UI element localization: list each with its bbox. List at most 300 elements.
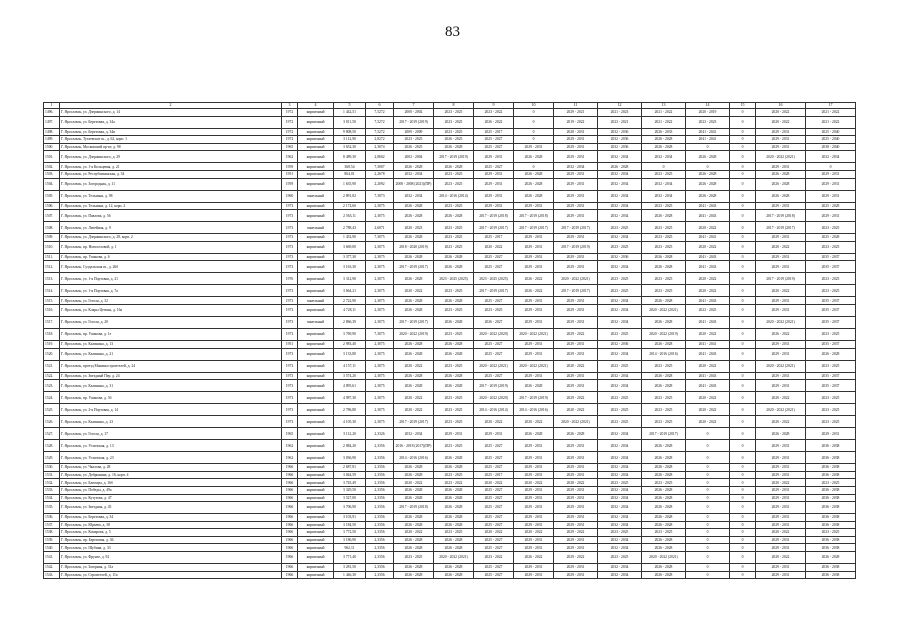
table-cell: 2029 - 2031 — [756, 564, 806, 572]
table-cell: 0 — [730, 392, 756, 404]
table-cell: 2026 - 2028 — [434, 372, 474, 380]
address-cell: Г. Ярославль, ул. Шубина, д. 33 — [60, 544, 282, 552]
table-row — [44, 304, 856, 316]
table-cell: 1973 — [282, 210, 298, 222]
table-cell: 1962 — [282, 151, 298, 163]
table-row — [44, 564, 856, 572]
table-cell: 3 527,00 — [334, 494, 366, 502]
table-cell: 0 — [730, 285, 756, 297]
table-row — [44, 128, 856, 136]
table-cell: 2032 - 2036 — [598, 340, 642, 348]
table-cell: кирпичный — [298, 428, 334, 440]
table-cell: 2020 - 2022 — [756, 529, 806, 537]
header-cell: 7 — [394, 103, 434, 109]
address-cell: Г. Ярославль, ул. Дзержинского, д. 14 — [60, 109, 282, 117]
table-cell: 2026 - 2028 — [514, 380, 554, 392]
table-cell: 1537. — [44, 521, 60, 529]
table-cell: 2029 - 2031 — [756, 514, 806, 522]
table-cell: 2,3356 — [366, 479, 394, 487]
table-cell: 0 — [686, 464, 730, 472]
table-cell: 2028 - 2031 — [554, 128, 598, 136]
table-cell: кирпичный — [298, 273, 334, 285]
table-cell: 2020 - 2022 — [514, 416, 554, 428]
table-cell: 2,3075 — [366, 404, 394, 416]
table-cell: 0 — [730, 486, 756, 494]
table-cell: 2029 - 2031 — [514, 536, 554, 544]
header-cell: 3 — [282, 103, 298, 109]
table-cell: 1496. — [44, 109, 60, 117]
address-cell: Г. Ярославль, ул. Калинина, д. 31 — [60, 380, 282, 392]
table-cell: 3 011,50 — [334, 116, 366, 128]
table-cell: 2 563,11 — [334, 210, 366, 222]
table-cell: 2029 - 2031 — [554, 151, 598, 163]
table-cell: 2,3075 — [366, 392, 394, 404]
table-row — [44, 502, 856, 514]
table-cell: 2020 - 2022 — [394, 529, 434, 537]
table-cell: 2017 - 2019 (2017) — [554, 285, 598, 297]
address-cell: Г. Ярославль, ул. Дзержинского, д. 29 — [60, 151, 282, 163]
table-cell: 2000 - 2002 — [394, 109, 434, 117]
table-cell: 2020 - 2022 (2021) — [756, 151, 806, 163]
table-cell: 1517. — [44, 316, 60, 328]
table-cell: 2029 - 2022 — [554, 328, 598, 340]
table-cell: 2026 - 2028 — [642, 136, 686, 144]
table-cell: 2029 - 2031 — [554, 253, 598, 261]
table-cell: 2 891,82 — [334, 190, 366, 202]
table-cell: 2026 - 2028 — [394, 564, 434, 572]
table-cell: 1521. — [44, 360, 60, 372]
table-cell: 2026 - 2028 — [642, 261, 686, 273]
table-cell: 0 — [686, 452, 730, 464]
table-cell: 2,8272 — [366, 136, 394, 144]
address-cell: Г. Ярославль, ул. 1-я Портовая, д. 21 — [60, 273, 282, 285]
table-cell: 1972 — [282, 136, 298, 144]
table-cell: 2026 - 2028 — [434, 348, 474, 360]
table-cell: 2026 - 2028 — [434, 486, 474, 494]
table-cell: 2023 - 2025 — [642, 170, 686, 178]
table-cell: 2026 - 2028 — [642, 143, 686, 151]
table-cell: 2 786,80 — [334, 404, 366, 416]
table-cell: 2029 - 2031 — [474, 428, 514, 440]
table-cell: 2023 - 2025 — [598, 552, 642, 564]
table-cell: 2036 - 2038 — [806, 464, 856, 472]
table-cell: 2026 - 2028 — [598, 163, 642, 171]
table-cell: 2,3075 — [366, 340, 394, 348]
table-cell: 1973 — [282, 253, 298, 261]
table-cell: 2,3075 — [366, 380, 394, 392]
table-cell: 2017 - 2019 (2019) — [514, 392, 554, 404]
table-cell: 2020 - 2022 — [474, 416, 514, 428]
table-cell: 2029 - 2031 — [756, 521, 806, 529]
table-cell: 2026 - 2028 — [434, 502, 474, 514]
table-cell: 2,2092 — [366, 178, 394, 190]
table-cell: 7,5272 — [366, 116, 394, 128]
table-cell: 1966 — [282, 571, 298, 579]
table-cell: 3 184,50 — [334, 521, 366, 529]
table-cell: панельный — [298, 190, 334, 202]
table-cell: 2032 - 2034 — [598, 452, 642, 464]
address-cell: Г. Ярославль, ул. Литейная, д. 9 — [60, 222, 282, 234]
table-cell: 0 — [730, 109, 756, 117]
table-cell: 2020 - 2022 (2021) — [474, 360, 514, 372]
table-cell: 0 — [730, 170, 756, 178]
table-cell: 2029 - 2031 — [756, 486, 806, 494]
table-cell: 2023 - 2025 — [598, 285, 642, 297]
address-cell: Г. Ярославль, Московский пр-кт, д. 98 — [60, 143, 282, 151]
table-cell: 2036 - 2038 — [806, 494, 856, 502]
table-cell: 2032 - 2034 — [394, 170, 434, 178]
table-cell: 2029 - 2031 — [514, 440, 554, 452]
address-cell: Г. Ярославль, ул. Калинина, д. 23 — [60, 416, 282, 428]
table-cell: 2029 - 2031 — [756, 502, 806, 514]
table-cell: 1966 — [282, 494, 298, 502]
table-cell: 2026 - 2028 — [756, 170, 806, 178]
table-cell: 3 133,80 — [334, 348, 366, 360]
table-cell: 2 687,81 — [334, 464, 366, 472]
table-cell: 2032 - 2034 — [598, 471, 642, 479]
table-cell: 1951 — [282, 170, 298, 178]
table-row — [44, 210, 856, 222]
table-cell: 0 — [730, 514, 756, 522]
table-cell: 3 652,30 — [334, 143, 366, 151]
table-cell: 2029 - 2031 — [514, 486, 554, 494]
table-cell: 2026 - 2028 — [394, 521, 434, 529]
table-cell: 1528. — [44, 440, 60, 452]
table-cell: кирпичный — [298, 234, 334, 242]
table-cell: 2023 - 2025 — [434, 360, 474, 372]
table-row — [44, 372, 856, 380]
table-cell: 0 — [730, 494, 756, 502]
table-cell: 0 — [686, 494, 730, 502]
table-cell: 2002 - 2004 — [394, 151, 434, 163]
table-cell: 2029 - 2031 — [756, 494, 806, 502]
table-cell: 2,3075 — [366, 273, 394, 285]
table-cell: 2014 - 2016 (2016) — [642, 348, 686, 360]
table-cell: 2023 - 2025 — [434, 471, 474, 479]
table-cell: 2023 - 2025 — [806, 241, 856, 253]
table-cell: 2028 - 2022 — [554, 479, 598, 487]
table-cell: 0 — [730, 564, 756, 572]
table-cell: 2017 - 2019 (2017) — [394, 416, 434, 428]
table-cell: 2029 - 2031 — [554, 514, 598, 522]
table-cell: 2029 - 2031 — [514, 521, 554, 529]
table-cell: 2026 - 2028 — [642, 502, 686, 514]
table-cell: 2026 - 2028 — [642, 440, 686, 452]
table-cell: 2025 - 2027 — [474, 564, 514, 572]
table-cell: 2023 - 2025 — [642, 202, 686, 210]
table-cell: 0 — [730, 380, 756, 392]
table-cell: 2025 - 2027 — [474, 440, 514, 452]
table-cell: 2038 - 2040 — [806, 143, 856, 151]
table-cell: 2025 - 2040 — [806, 136, 856, 144]
table-cell: 3 281,50 — [334, 564, 366, 572]
table-cell: 2023 - 2025 — [806, 328, 856, 340]
table-row — [44, 452, 856, 464]
table-cell: 2026 - 2025 — [394, 143, 434, 151]
table-cell: 2023 - 2025 — [434, 285, 474, 297]
table-cell: 2023 - 2025 — [642, 241, 686, 253]
table-cell: кирпичный — [298, 529, 334, 537]
table-cell: 2017 - 2019 (2017) — [394, 261, 434, 273]
table-cell: 2020 - 2022 — [686, 360, 730, 372]
table-row — [44, 151, 856, 163]
table-cell: 1523. — [44, 380, 60, 392]
table-cell: кирпичный — [298, 536, 334, 544]
table-cell: 2,3356 — [366, 494, 394, 502]
table-cell: 2026 - 2028 — [394, 494, 434, 502]
address-cell: Г. Ярославль, ул. Звездная, д. 45 — [60, 502, 282, 514]
table-cell: 2026 - 2028 — [394, 297, 434, 305]
table-cell: 2020 - 2022 (2021) — [756, 316, 806, 328]
address-cell: Г. Ярославль, Тутаевское ш., д. 62, корп. 1 — [60, 136, 282, 144]
table-cell: 2032 - 2034 — [598, 348, 642, 360]
table-cell: 2025 - 2017 — [474, 128, 514, 136]
table-cell: 2023 - 2025 — [806, 416, 856, 428]
table-row — [44, 253, 856, 261]
table-cell: 2026 - 2028 — [642, 486, 686, 494]
table-cell: кирпичный — [298, 464, 334, 472]
address-cell: Г. Ярославль, ул. Кутузова, д. 47 — [60, 494, 282, 502]
table-cell: 2020 - 2022 (2021) — [642, 552, 686, 564]
table-row — [44, 529, 856, 537]
table-cell: кирпичный — [298, 494, 334, 502]
table-cell: 0 — [730, 552, 756, 564]
table-cell: кирпичный — [298, 521, 334, 529]
table-cell: 2023 - 2025 — [642, 404, 686, 416]
table-cell: 2023 - 2023 — [686, 116, 730, 128]
table-cell: 2026 - 2028 — [434, 163, 474, 171]
header-cell: 8 — [434, 103, 474, 109]
table-cell: 2025 - 2027 — [474, 297, 514, 305]
table-cell: 0 — [806, 163, 856, 171]
table-cell: 0 — [514, 116, 554, 128]
table-cell: 2023 - 2025 — [598, 392, 642, 404]
table-cell: 2029 - 2031 — [514, 494, 554, 502]
table-cell: 2017 - 2019 (2017) — [394, 316, 434, 328]
table-cell: 3 574,20 — [334, 372, 366, 380]
address-cell: Г. Ярославль, ул. Березовая, д. 34а — [60, 116, 282, 128]
table-cell: 2023 - 2022 — [434, 479, 474, 487]
table-cell: 2041 - 2043 — [686, 297, 730, 305]
address-cell: Г. Ярославль, ул. Добрынина, д. 16, корп. 4 — [60, 471, 282, 479]
table-cell: 2029 - 2031 — [514, 471, 554, 479]
table-cell: 2029 - 2031 — [806, 210, 856, 222]
table-cell: 1965 — [282, 143, 298, 151]
address-cell: Г. Ярославль, ул. Павлова, д. 56 — [60, 210, 282, 222]
table-cell: 2032 - 2034 — [806, 151, 856, 163]
table-cell: 2023 - 2025 — [806, 392, 856, 404]
table-cell: 0 — [730, 316, 756, 328]
table-cell: кирпичный — [298, 486, 334, 494]
table-cell: 2029 - 2031 — [554, 564, 598, 572]
table-cell: 2032 - 2034 — [598, 234, 642, 242]
table-cell: 2026 - 2028 — [394, 571, 434, 579]
table-cell: 0 — [730, 502, 756, 514]
table-cell: 3 112,90 — [334, 136, 366, 144]
table-cell: 2029 - 2031 — [756, 544, 806, 552]
table-cell: кирпичный — [298, 502, 334, 514]
table-cell: 2021 - 2022 — [806, 109, 856, 117]
table-row — [44, 416, 856, 428]
table-cell: 2020 - 2022 (2021) — [514, 360, 554, 372]
table-cell: 2,8602 — [366, 151, 394, 163]
table-cell: 0 — [686, 163, 730, 171]
table-cell: 2035 - 2037 — [806, 297, 856, 305]
table-cell: 7,3075 — [366, 234, 394, 242]
table-cell: 0 — [730, 360, 756, 372]
table-cell: 2032 - 2034 — [598, 464, 642, 472]
table-row — [44, 514, 856, 522]
housing-schedule-table — [43, 102, 856, 579]
table-cell: 0 — [686, 521, 730, 529]
table-cell: 1519. — [44, 340, 60, 348]
table-cell: 1966 — [282, 529, 298, 537]
table-cell: 2029 - 2031 — [554, 452, 598, 464]
table-cell: 2026 - 2028 — [394, 202, 434, 210]
table-cell: 2026 - 2028 — [434, 316, 474, 328]
table-cell: 2029 - 2031 — [554, 440, 598, 452]
table-cell: 1 442,51 — [334, 109, 366, 117]
table-cell: кирпичный — [298, 261, 334, 273]
table-cell: 2026 - 2028 — [434, 564, 474, 572]
table-cell: 2026 - 2028 — [394, 340, 434, 348]
table-cell: 2025 - 2027 — [474, 536, 514, 544]
table-cell: 2014 - 2016 (2014) — [474, 404, 514, 416]
table-cell: 1973 — [282, 372, 298, 380]
table-cell: 2025 - 2027 — [474, 340, 514, 348]
table-cell: 0 — [730, 404, 756, 416]
table-cell: 1973 — [282, 360, 298, 372]
table-cell: 2016 - 2018 (2017)(ПР) — [394, 440, 434, 452]
table-cell: 2023 - 2025 — [598, 416, 642, 428]
table-cell: 1530. — [44, 464, 60, 472]
table-cell: 0 — [686, 440, 730, 452]
table-cell: 2029 - 2031 — [756, 372, 806, 380]
table-cell: 2025 - 2027 — [474, 348, 514, 360]
table-cell: 2020 - 2022 (2020) — [474, 328, 514, 340]
table-cell: кирпичный — [298, 471, 334, 479]
table-cell: 2026 - 2028 — [434, 143, 474, 151]
table-cell: 2020 - 2022 — [756, 392, 806, 404]
table-cell: 2032 - 2034 — [598, 544, 642, 552]
table-row — [44, 328, 856, 340]
table-cell: 2023 - 2025 — [598, 222, 642, 234]
table-cell: 0 — [686, 564, 730, 572]
table-cell: 2023 - 2021 — [598, 116, 642, 128]
table-cell: 2023 - 2025 — [642, 285, 686, 297]
header-cell: 5 — [334, 103, 366, 109]
table-cell: 2017 - 2019 (2018) — [514, 210, 554, 222]
table-cell: 1502. — [44, 163, 60, 171]
table-cell: 2029 - 2031 — [806, 178, 856, 190]
table-cell: 2029 - 2031 — [806, 190, 856, 202]
table-cell: 2023 - 2022 — [474, 109, 514, 117]
table-cell: 0 — [730, 222, 756, 234]
table-row — [44, 479, 856, 487]
table-cell: 1504. — [44, 178, 60, 190]
table-cell: 2023 - 2025 — [434, 222, 474, 234]
table-cell: 1973 — [282, 316, 298, 328]
table-cell: 2,3326 — [366, 428, 394, 440]
table-cell: 1972 — [282, 128, 298, 136]
table-cell: 2032 - 2034 — [598, 178, 642, 190]
table-cell: кирпичный — [298, 136, 334, 144]
table-cell: 2032 - 2034 — [598, 316, 642, 328]
table-cell: 2029 - 2031 — [756, 340, 806, 348]
table-cell: 2026 - 2027 — [474, 316, 514, 328]
table-cell: 2026 - 2028 — [394, 234, 434, 242]
table-cell: 2017 - 2019 (2019) — [554, 241, 598, 253]
table-cell: 2029 - 2031 — [756, 452, 806, 464]
address-cell: Г. Ярославль, пр. Березовая, д. 36 — [60, 536, 282, 544]
table-row — [44, 163, 856, 171]
table-cell: 2026 - 2028 — [394, 253, 434, 261]
table-cell: 2026 - 2028 — [394, 210, 434, 222]
table-cell: 2029 - 2031 — [474, 202, 514, 210]
table-cell: 1509. — [44, 234, 60, 242]
table-cell: 2020 - 2022 — [514, 479, 554, 487]
address-cell: Г. Ярославль, ул. Калинина, д. 13 — [60, 340, 282, 348]
table-cell: кирпичный — [298, 210, 334, 222]
table-cell: 1973 — [282, 380, 298, 392]
table-cell: 2029 - 2031 — [554, 571, 598, 579]
table-row — [44, 202, 856, 210]
table-cell: 2029 - 2021 — [554, 109, 598, 117]
header-cell: 15 — [730, 103, 756, 109]
table-cell: 1518. — [44, 328, 60, 340]
table-cell: 1515. — [44, 297, 60, 305]
table-cell: кирпичный — [298, 170, 334, 178]
table-cell: 2020 - 2022 — [686, 241, 730, 253]
table-cell: 2041 - 2043 — [686, 372, 730, 380]
table-cell: 2032 - 2034 — [598, 428, 642, 440]
table-cell: 1966 — [282, 552, 298, 564]
table-cell: 2020 - 2022 — [756, 109, 806, 117]
table-row — [44, 273, 856, 285]
table-cell: 1526. — [44, 416, 60, 428]
address-cell: Г. Ярославль, ул. Березовая, д. 34 — [60, 514, 282, 522]
table-cell: 2029 - 2031 — [756, 261, 806, 273]
table-cell: 2020 - 2022 (2021) — [514, 328, 554, 340]
table-cell: 2020 - 2022 (2021) — [434, 552, 474, 564]
table-cell: 0 — [514, 128, 554, 136]
table-cell: 2029 - 2031 — [434, 428, 474, 440]
table-cell: 2023 - 2025 — [598, 328, 642, 340]
table-cell: 2020 - 2022 (2019) — [642, 328, 686, 340]
table-cell: 2029 - 2031 — [554, 304, 598, 316]
address-cell: Г. Ярославль, ул. Комарова, д. 5 — [60, 529, 282, 537]
table-cell: 3 103,91 — [334, 514, 366, 522]
table-cell: 1540. — [44, 544, 60, 552]
table-cell: 2036 - 2038 — [806, 536, 856, 544]
table-cell: 2,3356 — [366, 471, 394, 479]
address-cell: Г. Ярославль, пр. Новоселовой, д. 1 — [60, 241, 282, 253]
table-cell: 2026 - 2028 — [642, 571, 686, 579]
table-cell: 2023 - 2025 — [394, 552, 434, 564]
table-cell: 1966 — [282, 464, 298, 472]
table-cell: 1951 — [282, 340, 298, 348]
table-cell: 2032 - 2034 — [642, 190, 686, 202]
table-cell: 2029 - 2031 — [756, 234, 806, 242]
table-cell: 0 — [686, 552, 730, 564]
table-cell: 2029 - 2031 — [554, 372, 598, 380]
table-cell: кирпичный — [298, 304, 334, 316]
table-cell: 2025 - 2027 — [474, 372, 514, 380]
table-cell: 2036 - 2038 — [806, 521, 856, 529]
table-row — [44, 392, 856, 404]
table-cell: 2026 - 2028 — [642, 494, 686, 502]
table-cell: 2023 - 2025 — [806, 404, 856, 416]
